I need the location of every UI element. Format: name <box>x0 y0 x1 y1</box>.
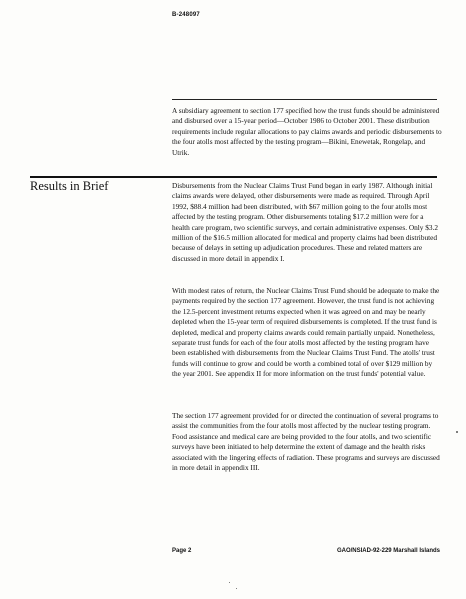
section-divider <box>30 176 437 178</box>
top-divider <box>172 99 437 100</box>
document-id: B-248097 <box>172 12 200 18</box>
section-heading: Results in Brief <box>30 179 109 193</box>
body-paragraph: Disbursements from the Nuclear Claims Trust Fund began in early 1987. Although initial claims awards were delayed, other disbursements were made as required. Through April 1992, $88.4 million had been distributed, with $67 million going to the four atolls most affected by the testing program. Other disbursements totaling $17.2 million were for a health care program, two scientific surveys, and certain administrative expenses. Only $3.2 million of the $16.5 million allocated for medical and property claims had been distributed because of delays in setting up adjudication procedures. These and related matters are discussed in more detail in appendix I. <box>172 181 439 263</box>
scan-speck <box>236 588 237 589</box>
body-paragraph: The section 177 agreement provided for or directed the continuation of several programs to assist the communities from the four atolls most affected by the nuclear testing program. Food assistance and medical care are being provided to the four atolls, and two scientific surveys have been initiated to help determine the extent of damage and the health risks associated with the lingering effects of radiation. These programs and surveys are discussed in more detail in appendix III. <box>172 411 440 473</box>
scan-speck <box>456 431 458 433</box>
page-number: Page 2 <box>172 548 192 554</box>
body-paragraph: With modest rates of return, the Nuclear Claims Trust Fund should be adequate to make the payments required by the section 177 agreement. However, the trust fund is not achieving the 12.5-percent investment returns expected when it was agreed on and may be nearly depleted when the 15-year term of required disbursements is completed. If the trust fund is depleted, medical and property claims awards could remain partially unpaid. Nonetheless, separate trust funds for each of the four atolls most affected by the testing program have been established with disbursements from the Nuclear Claims Trust Fund. The atolls' trust funds will continue to grow and could be worth a combined total of over $129 million by the year 2001. See appendix II for more information on the trust funds' potential value. <box>172 286 440 379</box>
report-number: GAO/NSIAD-92-229 Marshall Islands <box>336 548 440 554</box>
intro-paragraph: A subsidiary agreement to section 177 specified how the trust funds should be administered and disbursed over a 15-year period—October 1986 to October 2001. These distribution requirements include regular allocations to pay claims awards and periodic disbursements to the four atolls most affected by the testing program—Bikini, Enewetak, Rongelap, and Utrik. <box>172 106 442 157</box>
scan-speck <box>229 582 230 583</box>
